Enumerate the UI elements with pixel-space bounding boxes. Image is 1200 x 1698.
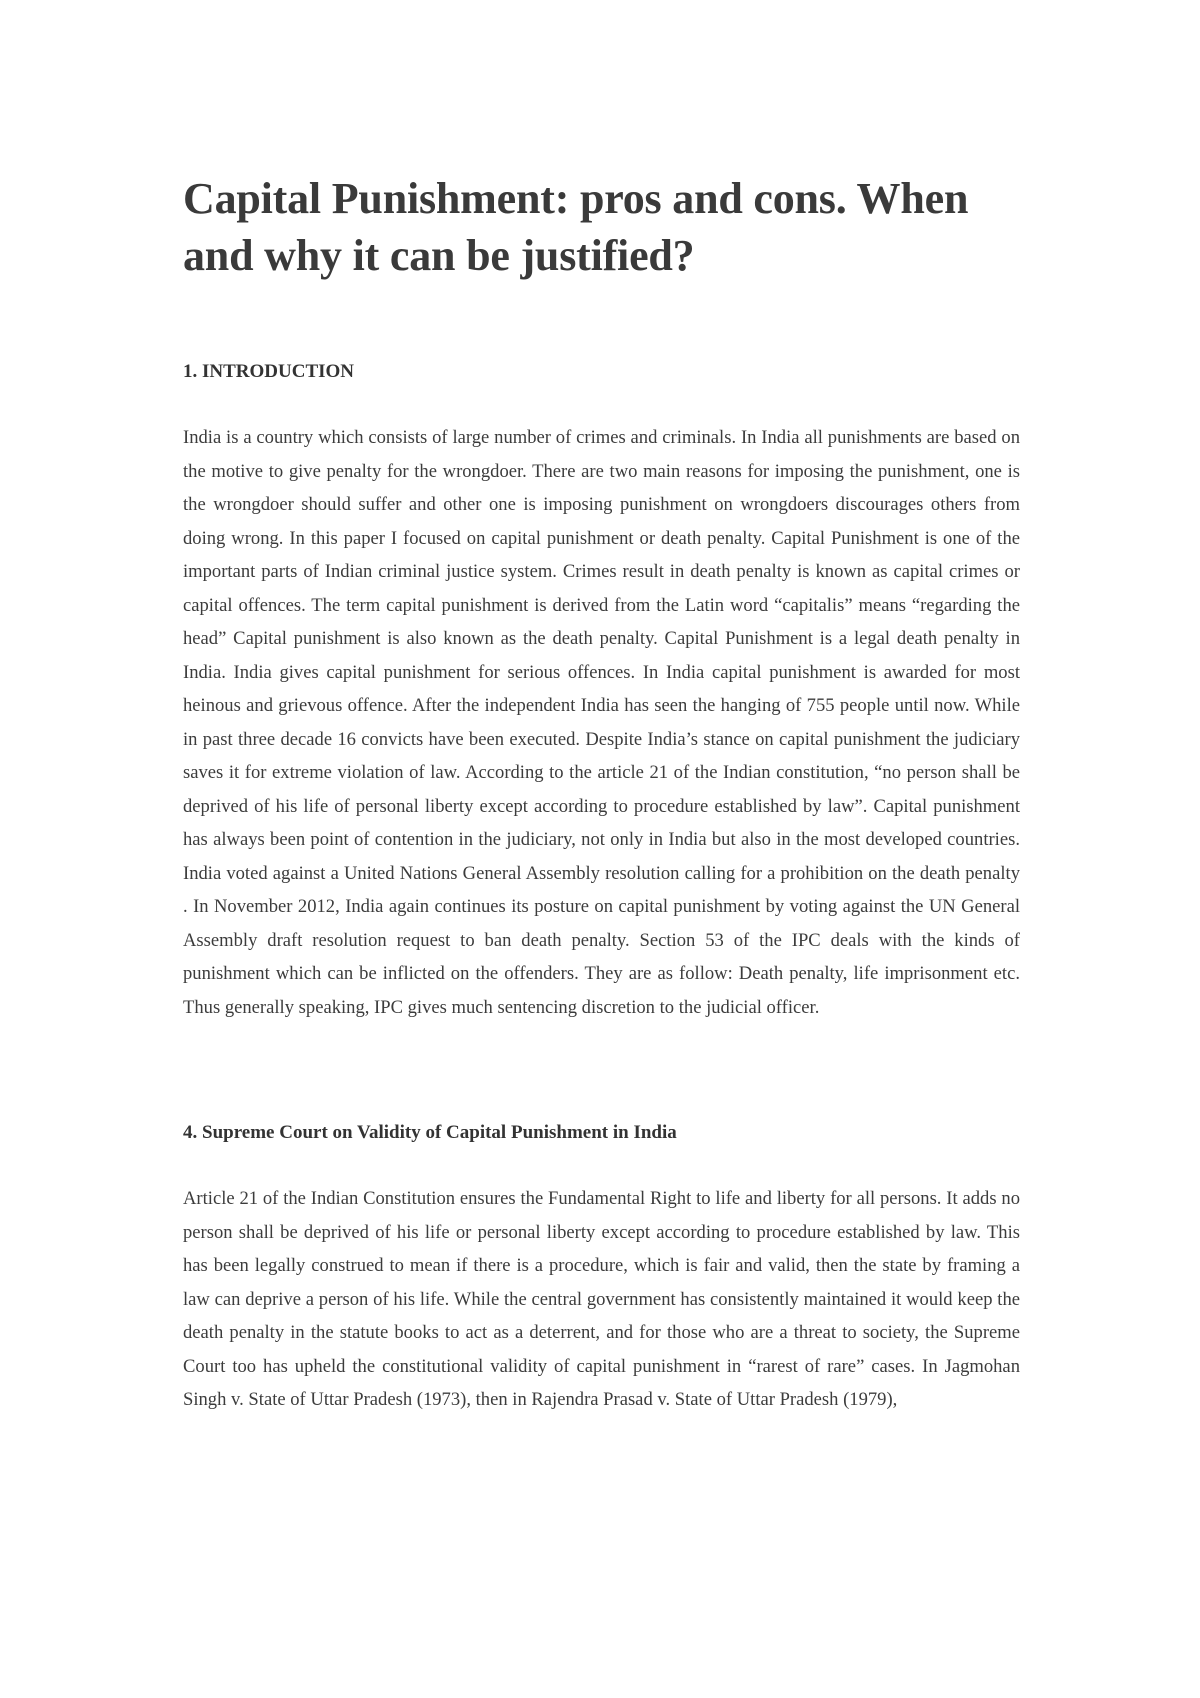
introduction-paragraph: India is a country which consists of large number of crimes and criminals. In India all punishments are based on the motive to give penalty for the wrongdoer. There are two main reasons for imposing the punishment, one is the wrongdoer should suffer and other one is imposing punishment on wrongdoers discourages others from doing wrong. In this paper I focused on capital punishment or death penalty. Capital Punishment is one of the important parts of Indian criminal justice system. Crimes result in death penalty is known as capital crimes or capital offences. The term capital punishment is derived from the Latin word “capitalis” means “regarding the head” Capital punishment is also known as the death penalty. Capital Punishment is a legal death penalty in India. India gives capital punishment for serious offences. In India capital punishment is awarded for most heinous and grievous offence. After the independent India has seen the hanging of 755 people until now. While in past three decade 16 convicts have been executed. Despite India’s stance on capital punishment the judiciary saves it for extreme violation of law. According to the article 21 of the Indian constitution, “no person shall be deprived of his life of personal liberty except according to procedure established by law”. Capital punishment has always been point of contention in the judiciary, not only in India but also in the most developed countries. India voted against a United Nations General Assembly resolution calling for a prohibition on the death penalty . In November 2012, India again continues its posture on capital punishment by voting against the UN General Assembly draft resolution request to ban death penalty. Section 53 of the IPC deals with the kinds of punishment which can be inflicted on the offenders. They are as follow: Death penalty, life imprisonment etc. Thus generally speaking, IPC gives much sentencing discretion to the judicial officer. — [183, 427, 1020, 1018]
document-title: Capital Punishment: pros and cons. When and why it can be justified? — [183, 174, 969, 280]
supreme-court-paragraph: Article 21 of the Indian Constitution ensures the Fundamental Right to life and liberty for all persons. It adds no person shall be deprived of his life or personal liberty except according to procedure established by law. This has been legally construed to mean if there is a procedure, which is fair and valid, then the state by framing a law can deprive a person of his life. While the central government has consistently maintained it would keep the death penalty in the statute books to act as a deterrent, and for those who are a threat to society, the Supreme Court too has upheld the constitutional validity of capital punishment in “rarest of rare” cases. In Jagmohan Singh v. State of Uttar Pradesh (1973), then in Rajendra Prasad v. State of Uttar Pradesh (1979), — [183, 1188, 1020, 1410]
section-heading-introduction: 1. INTRODUCTION — [183, 361, 355, 382]
document-page — [183, 170, 1020, 1417]
section-heading-supreme-court: 4. Supreme Court on Validity of Capital Punishment in India — [183, 1122, 677, 1143]
